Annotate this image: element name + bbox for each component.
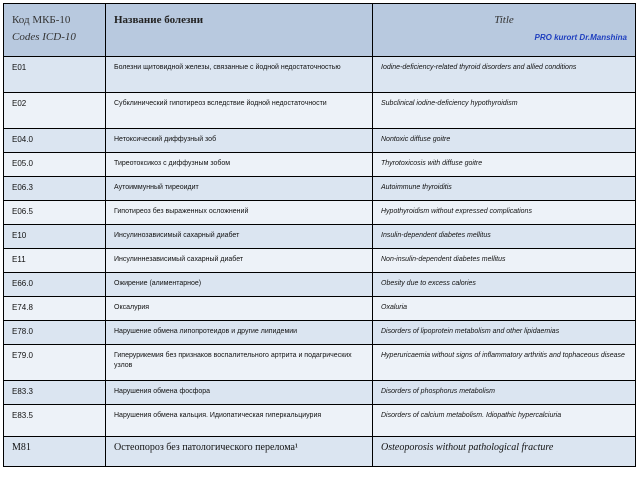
- name-ru-cell: Болезни щитовидной железы, связанные с йодной недостаточностью: [106, 57, 373, 93]
- code-cell: E83.3: [4, 381, 106, 405]
- table-row: [4, 297, 636, 321]
- code-cell: E10: [4, 225, 106, 249]
- icd-codes-table: [3, 3, 636, 467]
- name-ru-cell: Тиреотоксикоз с диффузным зобом: [106, 153, 373, 177]
- table-row: [4, 321, 636, 345]
- name-ru-cell: Нарушения обмена фосфора: [106, 381, 373, 405]
- header-name-ru: Название болезни: [114, 14, 204, 26]
- code-cell: E02: [4, 93, 106, 129]
- name-ru-cell: Гиперурикемия без признаков воспалительного артрита и подагрических узлов: [106, 345, 373, 381]
- title-en-cell: Iodine-deficiency-related thyroid disorders and allied conditions: [373, 57, 636, 93]
- title-en-cell: Nontoxic diffuse goitre: [373, 129, 636, 153]
- table-row: [4, 225, 636, 249]
- title-en-cell: Disorders of phosphorus metabolism: [373, 381, 636, 405]
- title-en-cell: Disorders of lipoprotein metabolism and other lipidaemias: [373, 321, 636, 345]
- code-cell: E06.3: [4, 177, 106, 201]
- table-row: [4, 153, 636, 177]
- title-en-cell: Autoimmune thyroiditis: [373, 177, 636, 201]
- code-cell: E83.5: [4, 405, 106, 437]
- table-row: [4, 437, 636, 467]
- brand-watermark: PRO kurort Dr.Manshina: [534, 33, 627, 42]
- header-code-cell: [4, 4, 106, 57]
- title-en-cell: Thyrotoxicosis with diffuse goitre: [373, 153, 636, 177]
- name-ru-cell: Нетоксический диффузный зоб: [106, 129, 373, 153]
- table-row: [4, 249, 636, 273]
- header-code-ru: Код МКБ-10: [12, 14, 71, 26]
- name-ru-cell: Оксалурия: [106, 297, 373, 321]
- code-cell: E79.0: [4, 345, 106, 381]
- name-ru-cell: Субклинический гипотиреоз вследствие йодной недостаточности: [106, 93, 373, 129]
- title-en-cell: Non-insulin-dependent diabetes mellitus: [373, 249, 636, 273]
- name-ru-cell: Аутоиммунный тиреоидит: [106, 177, 373, 201]
- header-title-cell: [373, 4, 636, 57]
- title-en-cell: Oxaluria: [373, 297, 636, 321]
- table-row: [4, 129, 636, 153]
- title-en-cell: Subclinical iodine-deficiency hypothyroidism: [373, 93, 636, 129]
- code-cell: E11: [4, 249, 106, 273]
- code-cell: M81: [4, 437, 106, 467]
- title-en-cell: Osteoporosis without pathological fracture: [373, 437, 636, 467]
- header-name-cell: [106, 4, 373, 57]
- name-ru-cell: Остеопороз без патологического перелома¹: [106, 437, 373, 467]
- name-ru-cell: Инсулинозависимый сахарный диабет: [106, 225, 373, 249]
- name-ru-cell: Нарушение обмена липопротеидов и другие липидемии: [106, 321, 373, 345]
- name-ru-cell: Ожирение (алиментарное): [106, 273, 373, 297]
- table-header-row: [4, 4, 636, 57]
- code-cell: E74.8: [4, 297, 106, 321]
- title-en-cell: Insulin-dependent diabetes mellitus: [373, 225, 636, 249]
- table-row: [4, 57, 636, 93]
- header-code-en: Codes ICD-10: [12, 31, 76, 43]
- header-title-en: Title: [494, 14, 514, 26]
- code-cell: E04.0: [4, 129, 106, 153]
- code-cell: E01: [4, 57, 106, 93]
- table-row: [4, 177, 636, 201]
- code-cell: E06.5: [4, 201, 106, 225]
- title-en-cell: Hypothyroidism without expressed complications: [373, 201, 636, 225]
- table-row: [4, 273, 636, 297]
- title-en-cell: Hyperuricaemia without signs of inflammatory arthritis and tophaceous disease: [373, 345, 636, 381]
- name-ru-cell: Нарушения обмена кальция. Идиопатическая гиперкальциурия: [106, 405, 373, 437]
- table-row: [4, 405, 636, 437]
- table-row: [4, 93, 636, 129]
- code-cell: E78.0: [4, 321, 106, 345]
- title-en-cell: Disorders of calcium metabolism. Idiopathic hypercalciuria: [373, 405, 636, 437]
- name-ru-cell: Гипотиреоз без выраженных осложнений: [106, 201, 373, 225]
- table-row: [4, 381, 636, 405]
- table-row: [4, 201, 636, 225]
- name-ru-cell: Инсулиннезависимый сахарный диабет: [106, 249, 373, 273]
- title-en-cell: Obesity due to excess calories: [373, 273, 636, 297]
- code-cell: E66.0: [4, 273, 106, 297]
- table-row: [4, 345, 636, 381]
- code-cell: E05.0: [4, 153, 106, 177]
